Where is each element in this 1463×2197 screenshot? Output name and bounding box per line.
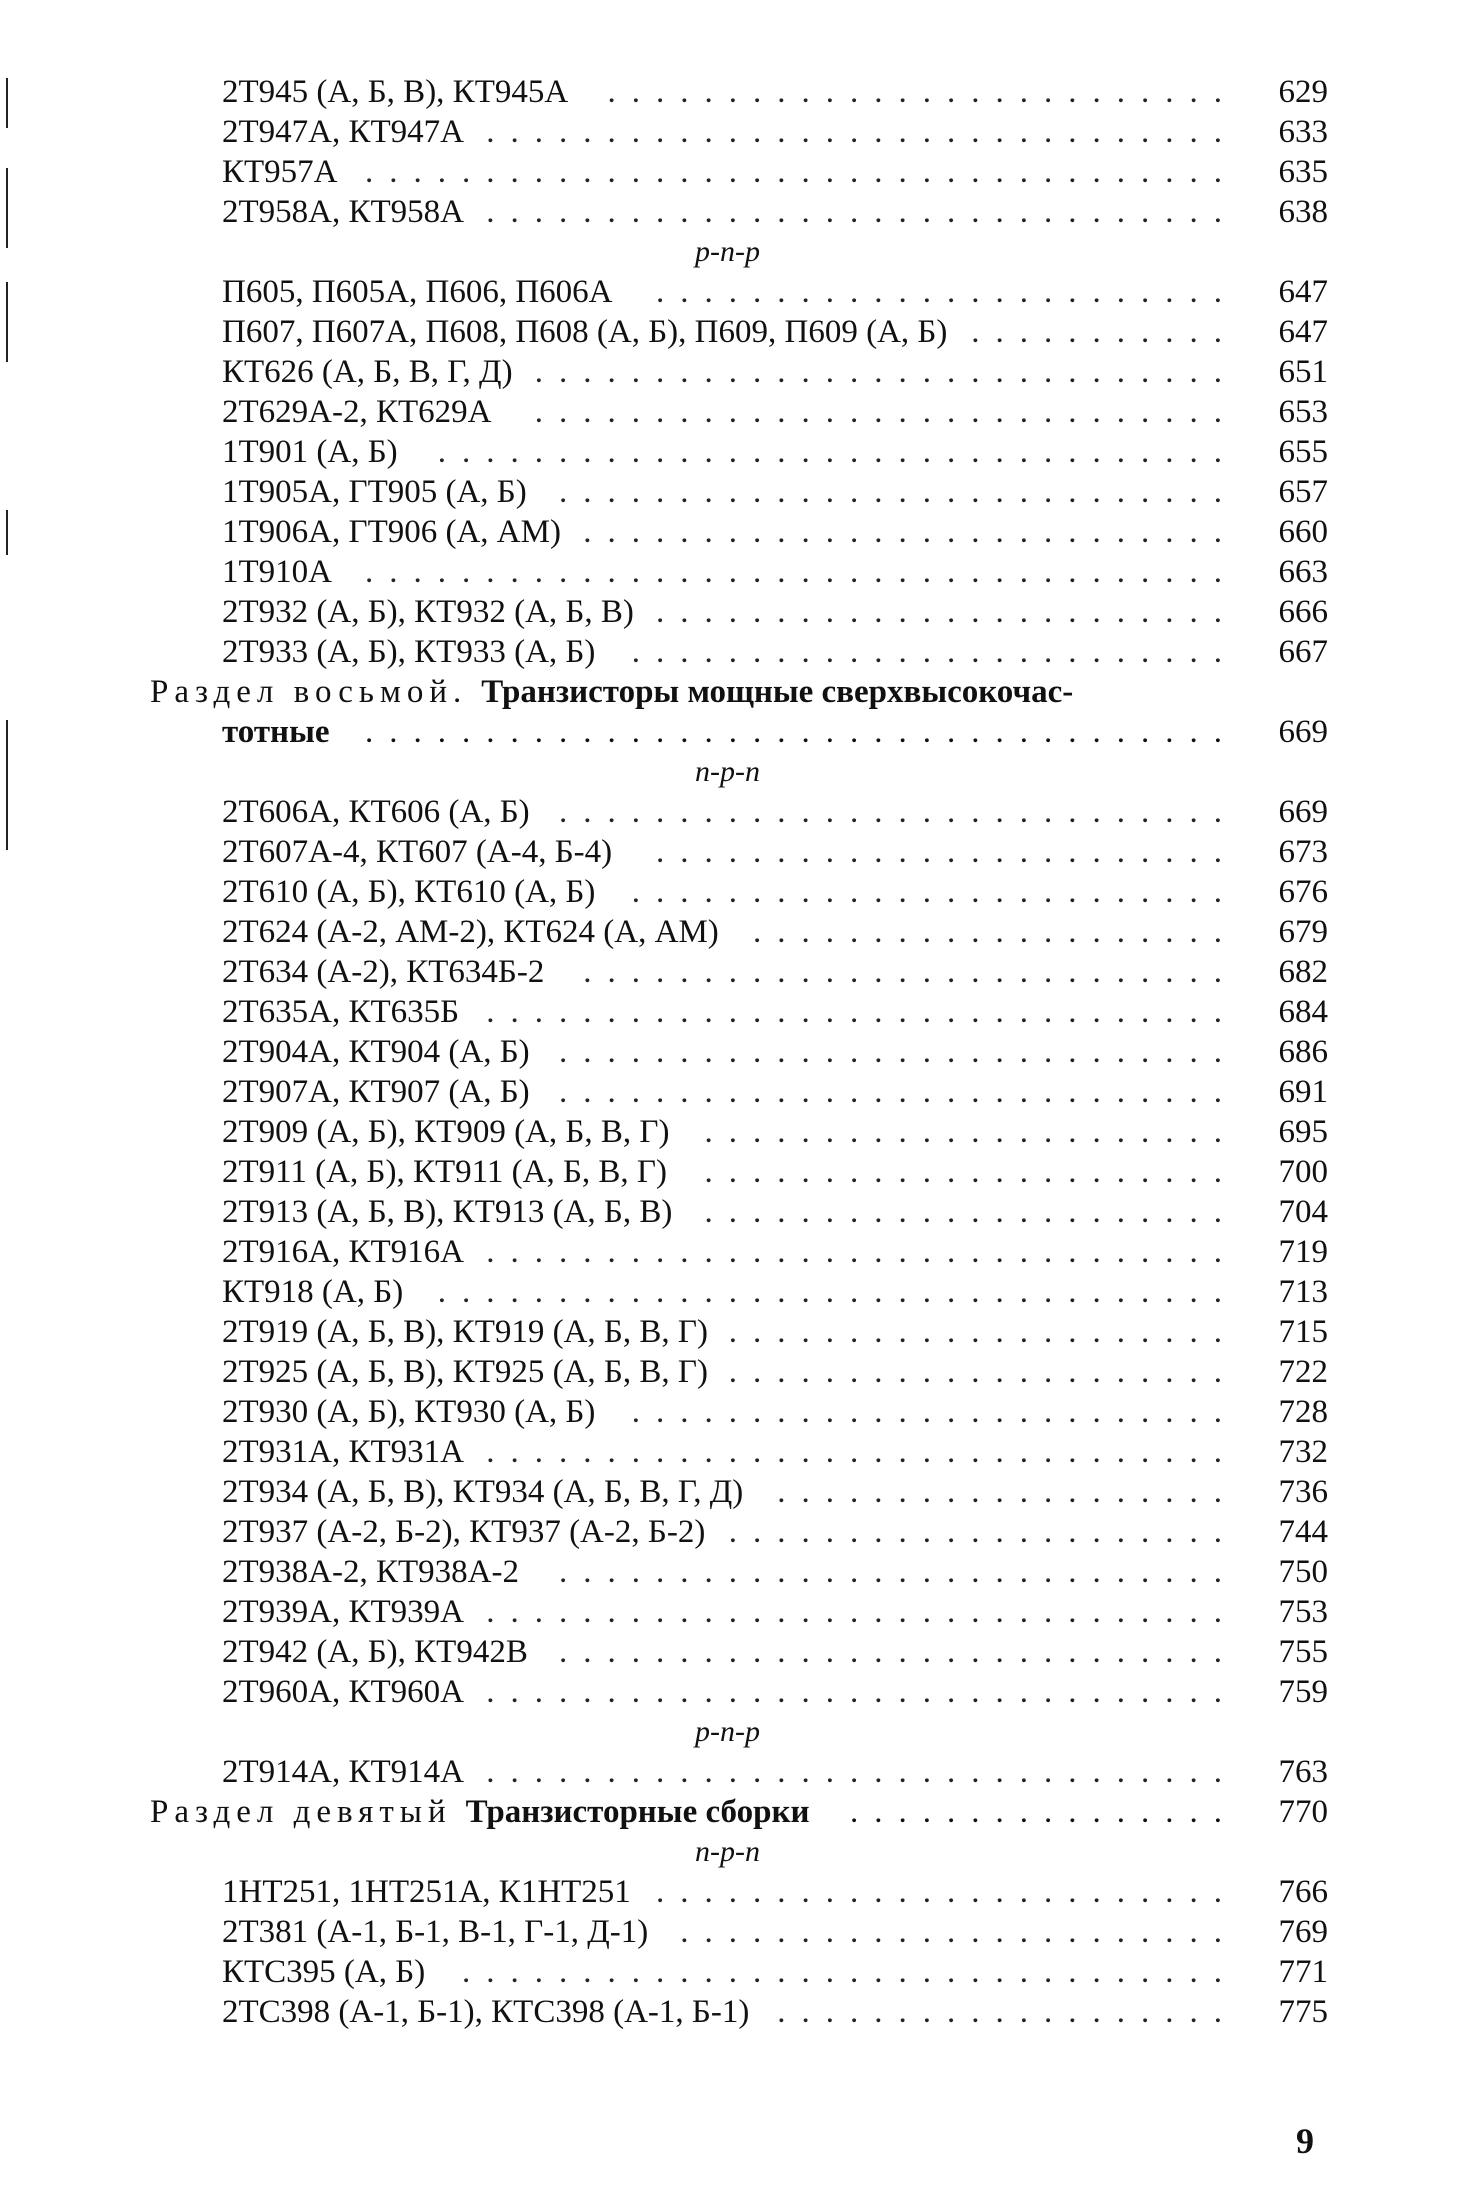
- entry-title: 2Т635А, КТ635Б: [222, 994, 460, 1030]
- section-title: Транзисторные сборки: [465, 1794, 810, 1830]
- entry-title: 2Т945 (А, Б, В), КТ945А: [222, 74, 569, 110]
- toc-entry: [0, 392, 1463, 432]
- entry-page: 651: [1278, 354, 1328, 390]
- toc-entry: [0, 1072, 1463, 1112]
- toc-entry: [0, 832, 1463, 872]
- entry-page: 657: [1278, 474, 1328, 510]
- entry-page: 682: [1278, 954, 1328, 990]
- entry-page: 633: [1278, 114, 1328, 150]
- toc-entry: [0, 1992, 1463, 2032]
- toc-entry: [0, 312, 1463, 352]
- entry-page: 673: [1278, 834, 1328, 870]
- table-of-contents: [0, 72, 1463, 2032]
- leader-dots: ............................: [559, 794, 1238, 830]
- entry-page: 655: [1278, 434, 1328, 470]
- toc-entry: [0, 632, 1463, 672]
- entry-page: 715: [1278, 1314, 1328, 1350]
- section-title: Транзисторы мощные сверхвысокочас-: [481, 674, 1074, 710]
- leader-dots: ....................................: [365, 154, 1238, 190]
- toc-entry: [0, 552, 1463, 592]
- entry-title: 1Т910А: [222, 554, 332, 590]
- leader-dots: .....................: [728, 1354, 1238, 1390]
- toc-entry: [0, 1512, 1463, 1552]
- toc-entry: [0, 272, 1463, 312]
- toc-entry: [0, 1672, 1463, 1712]
- entry-page: 728: [1278, 1394, 1328, 1430]
- section-label: [150, 672, 1073, 712]
- entry-title: 2Т634 (А-2), КТ634Б-2: [222, 954, 545, 990]
- section-number: Раздел восьмой.: [150, 674, 468, 710]
- leader-dots: ...............................: [486, 194, 1238, 230]
- entry-title: 2Т933 (А, Б), КТ933 (А, Б): [222, 634, 596, 670]
- toc-entry: [0, 72, 1463, 112]
- toc-entry: [0, 1872, 1463, 1912]
- leader-dots: ......................: [704, 1114, 1238, 1150]
- toc-entry: [0, 1952, 1463, 1992]
- entry-title: 2Т930 (А, Б), КТ930 (А, Б): [222, 1394, 596, 1430]
- entry-title: 2Т914А, КТ914А: [222, 1754, 464, 1790]
- toc-entry: [0, 1312, 1463, 1352]
- entry-page: 700: [1278, 1154, 1328, 1190]
- leader-dots: .........................: [631, 634, 1238, 670]
- entry-page: 695: [1278, 1114, 1328, 1150]
- leader-dots: ............................: [559, 1634, 1238, 1670]
- entry-title: 2Т907А, КТ907 (А, Б): [222, 1074, 530, 1110]
- entry-page: 736: [1278, 1474, 1328, 1510]
- section-number: Раздел девятый: [150, 1794, 452, 1830]
- entry-title: 2Т932 (А, Б), КТ932 (А, Б, В): [222, 594, 634, 630]
- leader-dots: .............................: [534, 354, 1238, 390]
- entry-title: 2Т925 (А, Б, В), КТ925 (А, Б, В, Г): [222, 1354, 708, 1390]
- entry-page: 722: [1278, 1354, 1328, 1390]
- toc-entry: [0, 1192, 1463, 1232]
- entry-page: 635: [1278, 154, 1328, 190]
- leader-dots: .......................: [680, 1914, 1238, 1950]
- leader-dots: ................................: [462, 1954, 1238, 1990]
- leader-dots: ...................: [777, 1994, 1238, 2030]
- toc-entry: [0, 952, 1463, 992]
- entry-title: 1НТ251, 1НТ251А, К1НТ251: [222, 1874, 631, 1910]
- toc-entry: [0, 992, 1463, 1032]
- entry-page: 719: [1278, 1234, 1328, 1270]
- entry-page: 684: [1278, 994, 1328, 1030]
- entry-page: 771: [1278, 1954, 1328, 1990]
- entry-title: КТ918 (А, Б): [222, 1274, 404, 1310]
- entry-page: 769: [1278, 1914, 1328, 1950]
- leader-dots: ............................: [559, 1034, 1238, 1070]
- leader-dots: ...........: [971, 314, 1238, 350]
- leader-dots: ...............................: [486, 1594, 1238, 1630]
- toc-entry: [0, 192, 1463, 232]
- leader-dots: ..........................: [607, 74, 1238, 110]
- entry-title: 2Т919 (А, Б, В), КТ919 (А, Б, В, Г): [222, 1314, 708, 1350]
- entry-page: 666: [1278, 594, 1328, 630]
- leader-dots: ...............................: [486, 114, 1238, 150]
- entry-title: 2Т916А, КТ916А: [222, 1234, 464, 1270]
- section-heading: [0, 672, 1463, 752]
- toc-entry: [0, 1112, 1463, 1152]
- leader-dots: ...............................: [486, 994, 1238, 1030]
- entry-title: КТ957А: [222, 154, 338, 190]
- entry-title: 2Т610 (А, Б), КТ610 (А, Б): [222, 874, 596, 910]
- leader-dots: ........................: [656, 594, 1238, 630]
- entry-title: П607, П607А, П608, П608 (А, Б), П609, П609 (А, Б): [222, 314, 948, 350]
- leader-dots: ...............................: [486, 1234, 1238, 1270]
- leader-dots: ....................: [753, 914, 1238, 950]
- toc-entry: [0, 1232, 1463, 1272]
- toc-entry: [0, 1352, 1463, 1392]
- leader-dots: ...........................: [583, 514, 1238, 550]
- toc-entry: [0, 1152, 1463, 1192]
- entry-title: 2Т938А-2, КТ938А-2: [222, 1554, 519, 1590]
- entry-page: 775: [1278, 1994, 1328, 2030]
- entry-page: 647: [1278, 274, 1328, 310]
- entry-title: 1Т901 (А, Б): [222, 434, 398, 470]
- entry-title: 2Т624 (А-2, АМ-2), КТ624 (А, АМ): [222, 914, 719, 950]
- section-page: 669: [1278, 714, 1328, 750]
- entry-page: 759: [1278, 1674, 1328, 1710]
- leader-dots: .....................: [728, 1314, 1238, 1350]
- toc-entry: [0, 1912, 1463, 1952]
- entry-page: 766: [1278, 1874, 1328, 1910]
- entry-page: 660: [1278, 514, 1328, 550]
- entry-title: 2Т629А-2, КТ629А: [222, 394, 492, 430]
- toc-entry: [0, 512, 1463, 552]
- toc-entry: [0, 1592, 1463, 1632]
- leader-dots: ............................: [559, 1554, 1238, 1590]
- toc-entry: [0, 1032, 1463, 1072]
- leader-dots: .........................: [631, 874, 1238, 910]
- leader-dots: ........................: [656, 834, 1238, 870]
- entry-title: 1Т905А, ГТ905 (А, Б): [222, 474, 527, 510]
- entry-title: 2Т960А, КТ960А: [222, 1674, 464, 1710]
- toc-entry: [0, 872, 1463, 912]
- toc-entry: [0, 1552, 1463, 1592]
- entry-title: КТС395 (А, Б): [222, 1954, 426, 1990]
- leader-dots: .........................: [631, 1394, 1238, 1430]
- leader-dots: ....................................: [365, 714, 1238, 750]
- entry-title: 2ТС398 (А-1, Б-1), КТС398 (А-1, Б-1): [222, 1994, 750, 2030]
- entry-page: 691: [1278, 1074, 1328, 1110]
- leader-dots: ...................: [777, 1474, 1238, 1510]
- toc-entry: [0, 1472, 1463, 1512]
- section-heading: [0, 1792, 1463, 1832]
- entry-title: 2Т909 (А, Б), КТ909 (А, Б, В, Г): [222, 1114, 670, 1150]
- entry-title: 2Т904А, КТ904 (А, Б): [222, 1034, 530, 1070]
- entry-title: 2Т942 (А, Б), КТ942В: [222, 1634, 528, 1670]
- entry-title: П605, П605А, П606, П606А: [222, 274, 613, 310]
- toc-entry: [0, 352, 1463, 392]
- leader-dots: ......................: [704, 1154, 1238, 1190]
- entry-page: 753: [1278, 1594, 1328, 1630]
- section-page: 770: [1278, 1794, 1328, 1830]
- leader-dots: .................................: [437, 434, 1238, 470]
- entry-page: 669: [1278, 794, 1328, 830]
- entry-title: 2Т947А, КТ947А: [222, 114, 464, 150]
- leader-dots: .................................: [437, 1274, 1238, 1310]
- group-header: n-p-n: [695, 755, 760, 788]
- entry-page: 647: [1278, 314, 1328, 350]
- toc-entry: [0, 1272, 1463, 1312]
- page-number: 9: [1296, 2121, 1314, 2161]
- toc-entry: [0, 1632, 1463, 1672]
- toc-entry: [0, 112, 1463, 152]
- entry-title: 2Т607А-4, КТ607 (А-4, Б-4): [222, 834, 613, 870]
- entry-page: 732: [1278, 1434, 1328, 1470]
- toc-entry: [0, 432, 1463, 472]
- section-label: [150, 1792, 809, 1832]
- entry-title: 2Т937 (А-2, Б-2), КТ937 (А-2, Б-2): [222, 1514, 706, 1550]
- toc-entry: [0, 1432, 1463, 1472]
- entry-title: 2Т381 (А-1, Б-1, В-1, Г-1, Д-1): [222, 1914, 649, 1950]
- entry-page: 667: [1278, 634, 1328, 670]
- entry-title: 2Т931А, КТ931А: [222, 1434, 464, 1470]
- toc-entry: [0, 1392, 1463, 1432]
- entry-page: 638: [1278, 194, 1328, 230]
- group-header: p-n-p: [695, 235, 760, 268]
- entry-page: 750: [1278, 1554, 1328, 1590]
- entry-page: 713: [1278, 1274, 1328, 1310]
- entry-title: 2Т913 (А, Б, В), КТ913 (А, Б, В): [222, 1194, 673, 1230]
- toc-entry: [0, 592, 1463, 632]
- entry-title: 1Т906А, ГТ906 (А, АМ): [222, 514, 561, 550]
- group-header: n-p-n: [695, 1835, 760, 1868]
- leader-dots: .....................: [728, 1514, 1238, 1550]
- leader-dots: ............................: [559, 1074, 1238, 1110]
- entry-title: 2Т606А, КТ606 (А, Б): [222, 794, 530, 830]
- section-title-cont: тотные: [222, 714, 330, 750]
- leader-dots: ........................: [656, 274, 1238, 310]
- leader-dots: ....................................: [365, 554, 1238, 590]
- toc-entry: [0, 792, 1463, 832]
- toc-entry: [0, 1752, 1463, 1792]
- entry-page: 653: [1278, 394, 1328, 430]
- leader-dots: ......................: [704, 1194, 1238, 1230]
- entry-page: 663: [1278, 554, 1328, 590]
- toc-entry: [0, 912, 1463, 952]
- entry-page: 763: [1278, 1754, 1328, 1790]
- group-header: p-n-p: [695, 1715, 760, 1748]
- entry-title: 2Т934 (А, Б, В), КТ934 (А, Б, В, Г, Д): [222, 1474, 744, 1510]
- entry-page: 679: [1278, 914, 1328, 950]
- leader-dots: ...............................: [486, 1674, 1238, 1710]
- toc-entry: [0, 472, 1463, 512]
- leader-dots: ...........................: [583, 954, 1238, 990]
- entry-title: 2Т911 (А, Б), КТ911 (А, Б, В, Г): [222, 1154, 667, 1190]
- leader-dots: ................: [850, 1794, 1238, 1830]
- entry-page: 755: [1278, 1634, 1328, 1670]
- entry-title: КТ626 (А, Б, В, Г, Д): [222, 354, 513, 390]
- entry-title: 2Т958А, КТ958А: [222, 194, 464, 230]
- entry-page: 629: [1278, 74, 1328, 110]
- leader-dots: .............................: [534, 394, 1238, 430]
- leader-dots: ...............................: [486, 1754, 1238, 1790]
- toc-entry: [0, 152, 1463, 192]
- leader-dots: ...............................: [486, 1434, 1238, 1470]
- entry-title: 2Т939А, КТ939А: [222, 1594, 464, 1630]
- entry-page: 744: [1278, 1514, 1328, 1550]
- entry-page: 676: [1278, 874, 1328, 910]
- leader-dots: ........................: [656, 1874, 1238, 1910]
- entry-page: 686: [1278, 1034, 1328, 1070]
- leader-dots: ............................: [559, 474, 1238, 510]
- entry-page: 704: [1278, 1194, 1328, 1230]
